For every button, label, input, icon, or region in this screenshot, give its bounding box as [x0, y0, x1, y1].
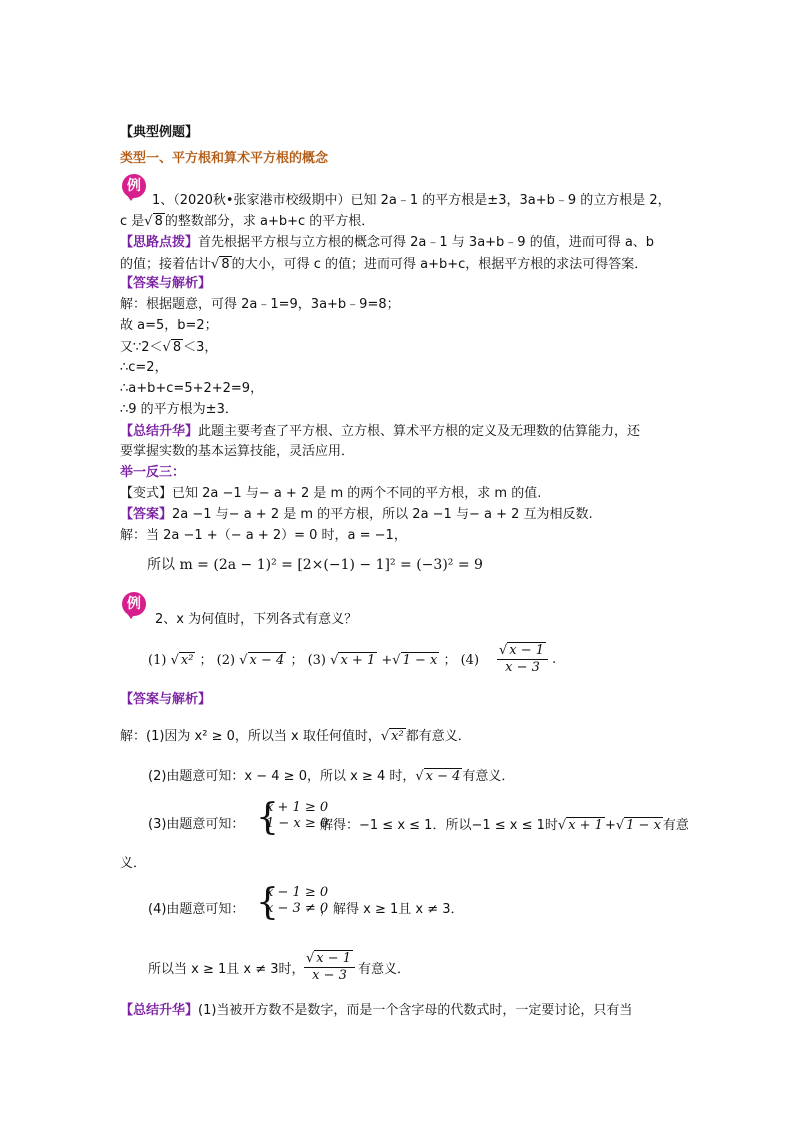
ex2-sol-4: ，解得 x ≥ 1且 x ≠ 3．	[320, 902, 464, 917]
variant-solution-line2: 所以 m = (2a − 1)² = [2×(−1) − 1]² = (−3)² = 9	[147, 557, 483, 573]
section-title: 【典型例题】	[120, 125, 199, 140]
ex2-summary: 【总结升华】(1)当被开方数不是数字，而是一个含字母的代数式时，一定要讨论，只有当	[120, 1003, 633, 1018]
ex1-summary-line2: 要掌握实数的基本运算技能，灵活应用．	[120, 444, 355, 459]
ex1-solution-line5: ∴a+b+c=5+2+2=9，	[120, 381, 264, 396]
variant-answer: 【答案】2a −1 与− a + 2 是 m 的平方根，所以 2a −1 与− a + 2 互为相反数.	[120, 507, 593, 522]
ex2-question: 2、x 为何值时，下列各式有意义？	[155, 612, 358, 627]
ex1-answer-label: 【答案与解析】	[120, 276, 212, 291]
variant-question: 【变式】已知 2a −1 与− a + 2 是 m 的两个不同的平方根，求 m 的值.	[120, 486, 542, 501]
ex2-sol-5-post: 有意义．	[358, 962, 411, 977]
ex1-solution-line1: 解：根据题意，可得 2a﹣1=9，3a+b﹣9=8；	[120, 297, 400, 312]
type1-title: 类型一、平方根和算术平方根的概念	[120, 151, 329, 166]
ex1-solution-line6: ∴9 的平方根为±3．	[120, 402, 238, 417]
example-badge-2: 例	[122, 592, 146, 616]
ex2-sol-3-cont: 义．	[120, 856, 147, 871]
ex2-sol-3: 解得：−1 ≤ x ≤ 1．所以−1 ≤ x ≤ 1时√ x + 1 +√ 1 − x 有意	[320, 818, 689, 833]
ex1-hint-line2: 的值；接着估计√ 8 的大小，可得 c 的值；进而可得 a+b+c，根据平方根的求法可得答案．	[120, 257, 648, 272]
ex1-question-line1: 1、（2020秋•张家港市校级期中）已知 2a﹣1 的平方根是±3，3a+b﹣9 的立方根是 2，	[152, 193, 671, 208]
ex1-solution-line2: 故 a=5，b=2；	[120, 318, 218, 333]
example-badge-1: 例	[122, 174, 146, 198]
sqrt-8: 8	[154, 214, 163, 229]
ex2-answer-label: 【答案与解析】	[120, 692, 212, 707]
ex1-solution-line3: 又∵2＜√ 8 ＜3，	[120, 340, 218, 355]
ex1-solution-line4: ∴c=2，	[120, 360, 168, 375]
brace-3: {	[256, 797, 279, 838]
ex2-sol-2: (2)由题意可知：x − 4 ≥ 0，所以 x ≥ 4 时，√ x − 4 有意义．	[148, 769, 515, 784]
ex1-summary-line1: 【总结升华】此题主要考查了平方根、立方根、算术平方根的定义及无理数的估算能力，还	[120, 424, 641, 439]
ex2-sol-5-pre: 所以当 x ≥ 1且 x ≠ 3时，	[148, 962, 305, 977]
ex2-part4-fraction: √ x − 1 x − 3	[497, 642, 548, 676]
ex2-sol-5-fraction: √ x − 1 x − 3	[304, 950, 355, 984]
ex2-sol-1: 解：(1)因为 x² ≥ 0，所以当 x 取任何值时，√ x² 都有意义．	[120, 729, 471, 744]
ex1-hint-line1: 【思路点拨】首先根据平方根与立方根的概念可得 2a﹣1 与 3a+b﹣9 的值，进而可得 a、b	[120, 235, 655, 250]
variant-title: 举一反三：	[120, 465, 186, 480]
ex2-sys-3: x + 1 ≥ 0 1 − x ≥ 0	[266, 800, 329, 831]
ex2-parts: (1) √ x² ； (2) √ x − 4 ； (3) √ x + 1 +√ 1 − x ； (4)	[148, 653, 480, 668]
brace-4: {	[256, 882, 279, 923]
ex1-question-line2: c 是√ 8 的整数部分，求 a+b+c 的平方根．	[120, 214, 375, 229]
ex2-sys-4: x − 1 ≥ 0 x − 3 ≠ 0	[266, 885, 329, 916]
variant-solution-line1: 解：当 2a −1 +（− a + 2）= 0 时，a = −1，	[120, 528, 407, 543]
